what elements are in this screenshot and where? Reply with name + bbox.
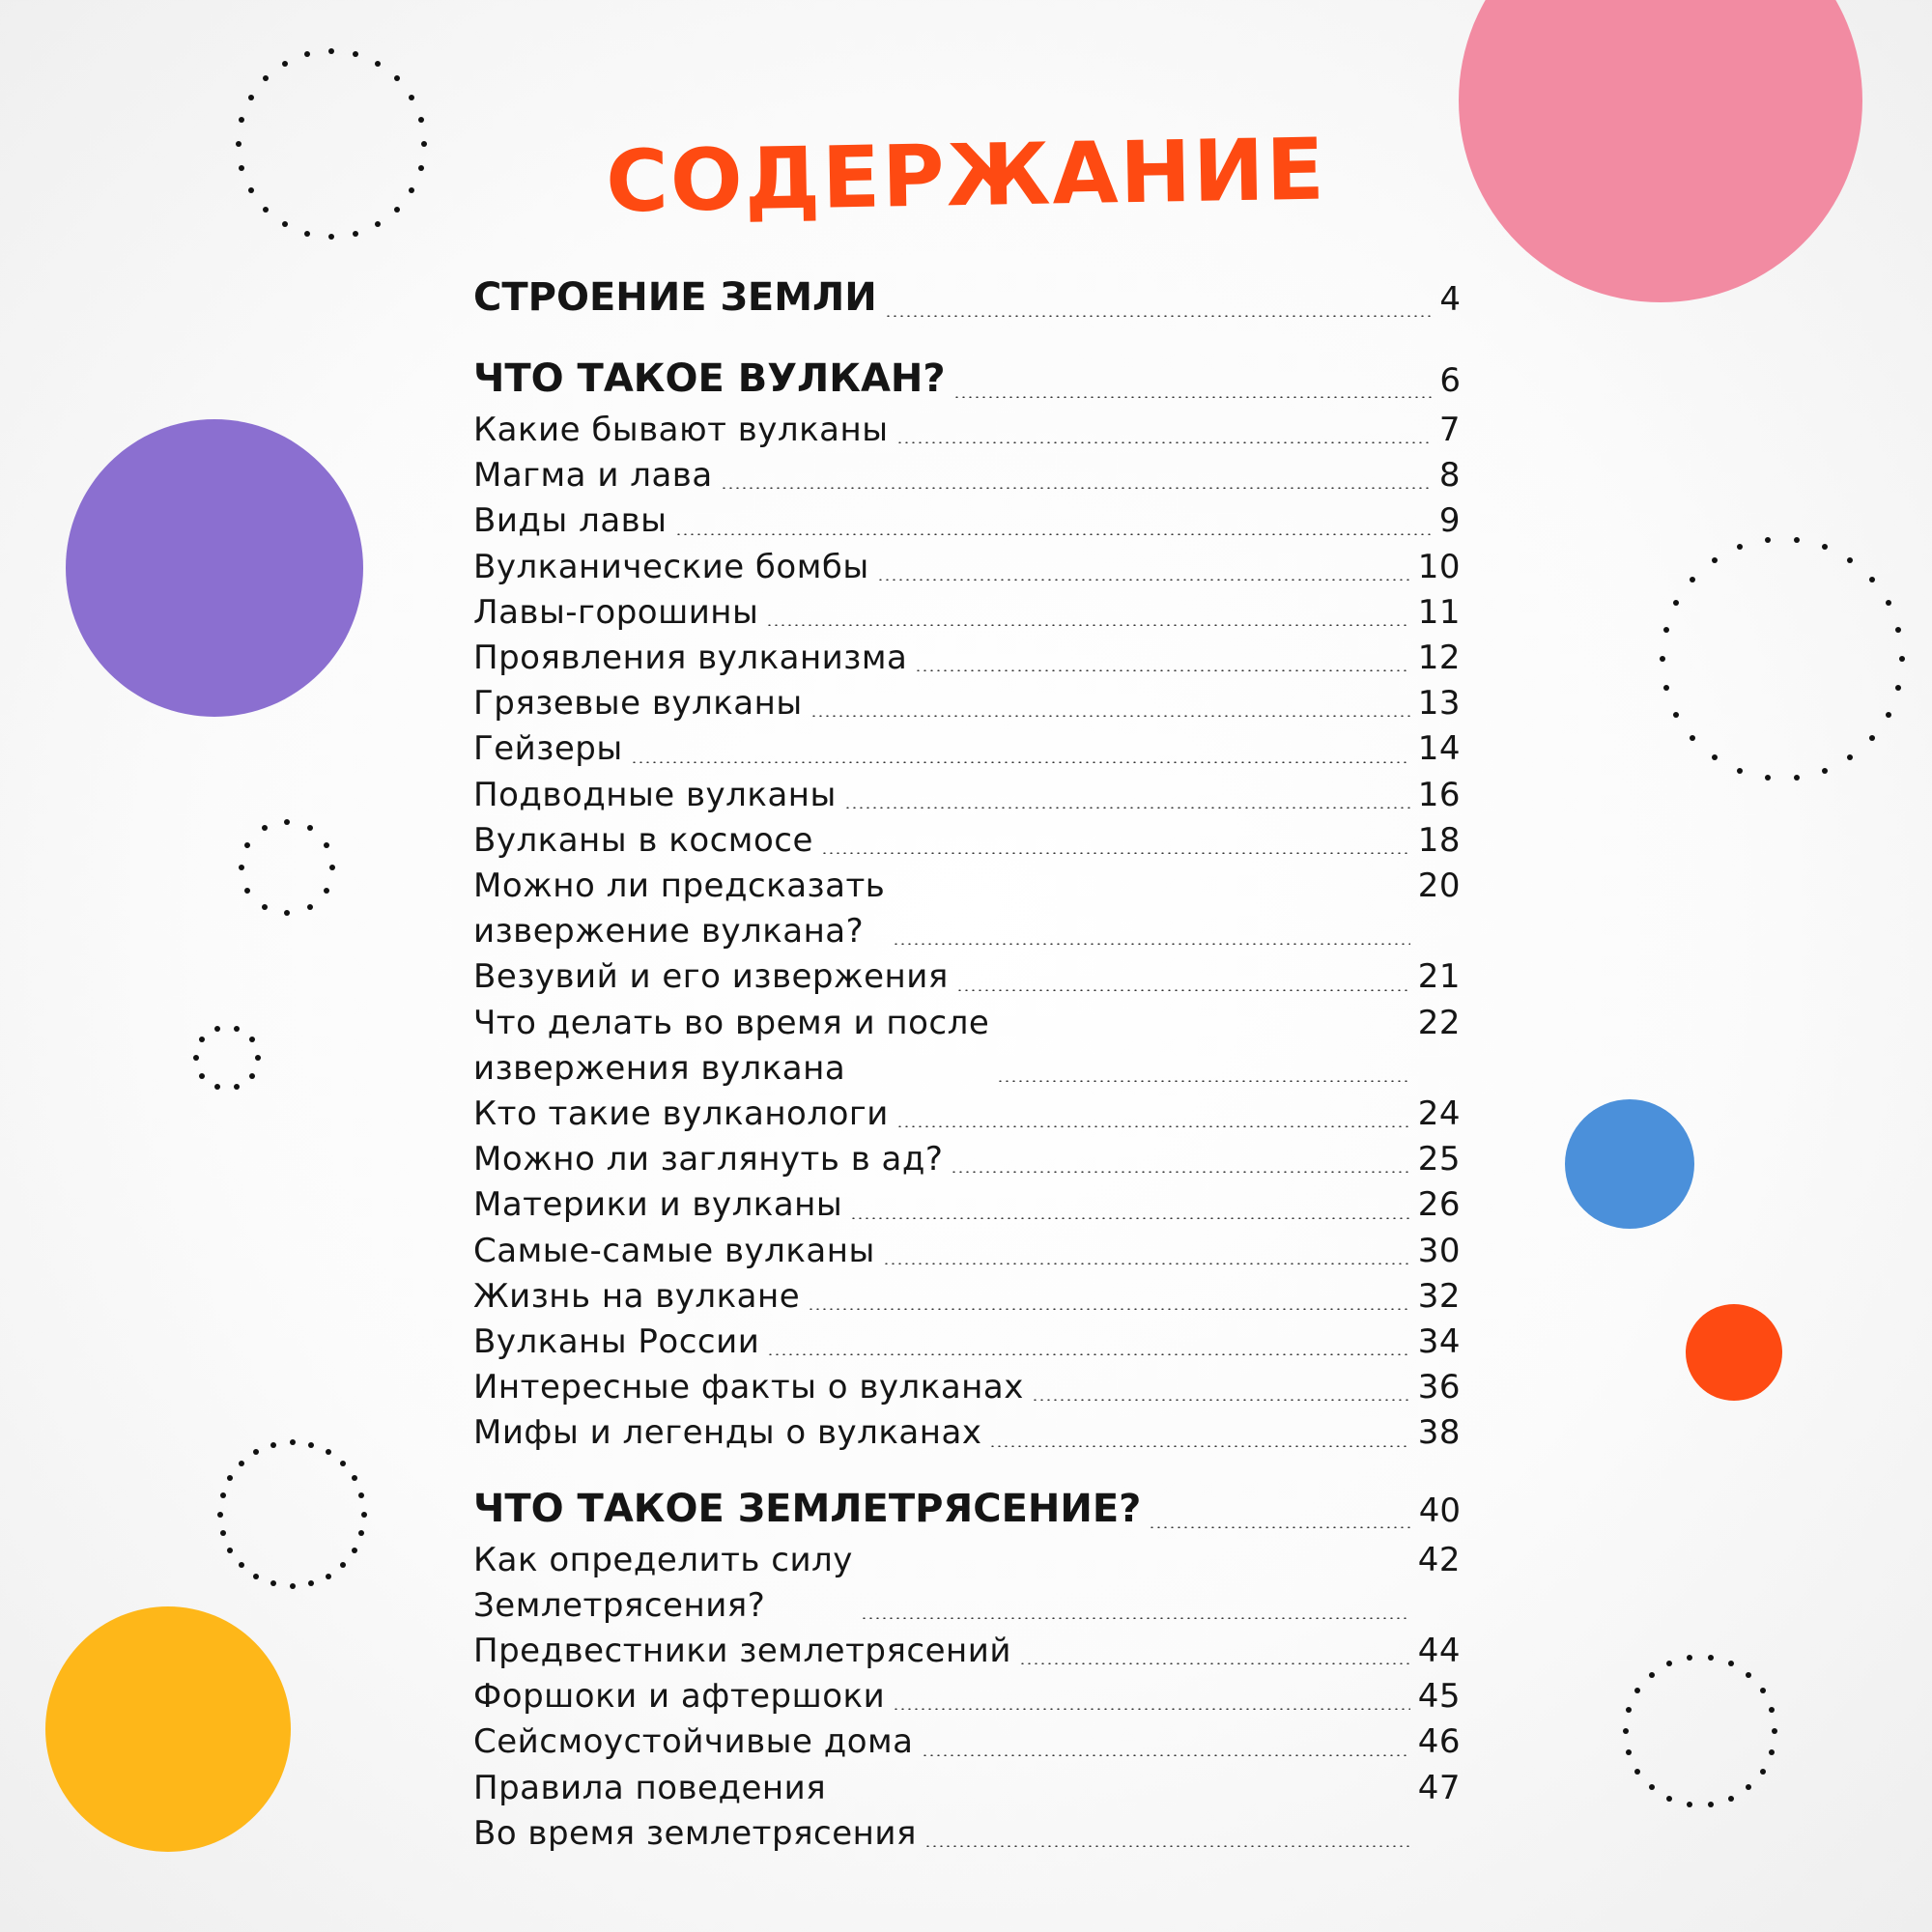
ring-dot [1687,1802,1692,1807]
ring-dot [1708,1802,1714,1807]
toc-page-number: 13 [1417,684,1461,724]
red-circle [1686,1304,1782,1401]
ring-dot [1737,768,1743,774]
ring-dot [1737,544,1743,550]
ring-dot [270,1442,276,1448]
dot-leader [997,1080,1409,1082]
toc-entry [473,1137,1461,1182]
toc-entry-label: ЧТО ТАКОЕ ВУЛКАН? [473,356,946,401]
ring-dot [290,1439,296,1445]
ring-dot [1886,712,1891,718]
ring-dot [358,1492,364,1498]
ring-dot [375,61,381,67]
ring-dot [1765,537,1771,543]
dot-leader [721,487,1432,489]
ring-dot [329,865,335,870]
toc-page-number: 12 [1417,639,1461,678]
toc-entry-label: Предвестники землетрясений [473,1632,1011,1671]
toc-entry-label: СТРОЕНИЕ ЗЕМЛИ [473,275,877,320]
toc-page-number: 20 [1417,867,1461,906]
ring-dot [263,75,269,81]
ring-dot [308,1580,314,1586]
toc-page-number: 11 [1417,592,1461,632]
ring-dot [326,1449,331,1455]
ring-dot [244,842,250,848]
ring-dot [1895,685,1901,691]
toc-entry-label: Можно ли предсказать извержение вулкана? [473,867,886,952]
toc-entry-label: Интересные факты о вулканах [473,1368,1024,1407]
ring-dot [253,1574,259,1579]
toc-page-number: 46 [1417,1722,1461,1762]
dot-leader [883,1263,1410,1264]
dot-leader [810,715,1410,717]
ring-dot [1760,1769,1766,1775]
ring-dot [1746,1784,1751,1790]
toc-entry-label: Можно ли заглянуть в ад? [473,1140,944,1179]
ring-dot [409,95,414,100]
toc-entry [473,681,1461,726]
dot-leader [821,852,1410,854]
ring-dot [1634,1769,1640,1775]
toc-page-number: 42 [1417,1540,1461,1579]
toc-page-number: 24 [1417,1094,1461,1134]
ring-dot [394,75,400,81]
ring-dot [1660,656,1665,662]
toc-section-heading [473,352,1461,408]
ring-dot [1769,1707,1775,1713]
ring-dot [358,1530,364,1536]
toc-entry-label: Правила поведения Во время землетрясения [473,1768,917,1853]
toc-entry-label: Сейсмоустойчивые дома [473,1722,914,1762]
toc-entry [473,818,1461,864]
ring-dot [262,825,268,831]
ring-dot [1895,627,1901,633]
toc-entry-label: Везувий и его извержения [473,957,949,997]
ring-dot [1869,577,1875,582]
toc-entry [473,1766,1461,1857]
toc-page-number: 45 [1417,1677,1461,1717]
ring-dot [418,117,424,123]
ring-dot [290,1583,296,1589]
dot-leader [956,989,1410,991]
ring-dot [361,1512,367,1518]
ring-dot [340,1461,346,1466]
ring-dot [352,1548,357,1553]
toc-page-number: 22 [1417,1003,1461,1042]
toc-page-number: 9 [1438,501,1461,541]
toc-page-number: 26 [1417,1185,1461,1225]
toc-page-number: 40 [1418,1491,1461,1530]
ring-dot [307,825,313,831]
toc-entry-label: Самые-самые вулканы [473,1231,875,1270]
ring-dot [1712,754,1718,760]
toc-entry-label: Какие бывают вулканы [473,411,889,449]
ring-dot [1728,1661,1734,1666]
toc-entry-label: Грязевые вулканы [473,684,803,724]
ring-dot [1794,537,1800,543]
dotted-ring-right-upper [1660,536,1905,781]
dot-leader [885,315,1433,317]
toc-entry-label: Что делать во время и после извержения вулкана [473,1003,990,1088]
dot-leader [896,1125,1410,1127]
dot-leader [896,441,1432,443]
ring-dot [214,1084,220,1090]
toc-entry [473,1001,1461,1092]
ring-dot [352,1475,357,1481]
ring-dot [1663,685,1669,691]
ring-dot [227,1548,233,1553]
toc-entry [473,1320,1461,1365]
ring-dot [1690,735,1695,741]
ring-dot [1626,1749,1632,1755]
toc-entry-label: Подводные вулканы [473,775,837,814]
toc-entry-label: Магма и лава [473,456,713,496]
toc-page-number: 38 [1417,1413,1461,1453]
toc-entry [473,1719,1461,1765]
toc-entry-label: Мифы и легенды о вулканах [473,1413,982,1453]
ring-dot [249,1073,255,1079]
ring-dot [193,1055,199,1061]
toc-entry-label: Проявления вулканизма [473,639,908,678]
ring-dot [249,1037,255,1042]
dotted-ring-left-lower [217,1439,367,1589]
blue-circle [1565,1099,1694,1229]
ring-dot [1769,1749,1775,1755]
dotted-ring-left-tiny [193,1024,261,1092]
ring-dot [304,51,310,57]
ring-dot [1794,775,1800,781]
toc-entry [473,1365,1461,1410]
toc-page-number: 4 [1439,280,1461,319]
dot-leader [861,1617,1410,1619]
ring-dot [1760,1688,1766,1693]
toc-page-number: 34 [1417,1322,1461,1362]
dotted-ring-left-small [239,819,335,916]
ring-dot [239,865,244,870]
toc-page-number: 6 [1439,361,1461,400]
toc-entry-label: Форшоки и афтершоки [473,1677,886,1717]
dot-leader [893,943,1409,945]
toc-page-number: 32 [1417,1276,1461,1316]
ring-dot [1663,627,1669,633]
toc-entry-label: Вулканы в космосе [473,820,813,860]
ring-dot [199,1073,205,1079]
ring-dot [307,904,313,910]
toc-page-number: 47 [1417,1768,1461,1807]
toc-entry [473,726,1461,772]
ring-dot [255,1055,261,1061]
toc-section-heading [473,1482,1461,1538]
toc-entry [473,1229,1461,1274]
toc-entry [473,408,1461,453]
ring-dot [328,48,334,54]
toc-entry [473,453,1461,498]
ring-dot [1822,768,1828,774]
table-of-contents [473,270,1461,1857]
toc-page-number: 10 [1417,547,1461,586]
dot-leader [675,533,1432,535]
ring-dot [220,1530,226,1536]
toc-entry [473,590,1461,636]
toc-entry [473,1274,1461,1320]
ring-dot [234,1084,240,1090]
ring-dot [239,1461,244,1466]
ring-dot [353,51,358,57]
toc-entry-label: Гейзеры [473,729,623,769]
ring-dot [1673,712,1679,718]
ring-dot [270,1580,276,1586]
toc-entry [473,1092,1461,1137]
dotted-ring-right-lower [1623,1654,1777,1808]
ring-dot [1708,1655,1714,1661]
toc-page-number: 14 [1417,729,1461,769]
toc-entry-label: Как определить силу Землетрясения? [473,1540,853,1625]
ring-dot [1765,775,1771,781]
toc-page-number: 44 [1417,1632,1461,1671]
ring-dot [1712,557,1718,563]
dot-leader [844,807,1410,809]
toc-entry-label: Материки и вулканы [473,1185,843,1225]
toc-page-number: 21 [1417,957,1461,997]
ring-dot [248,95,254,100]
ring-dot [284,819,290,825]
toc-entry [473,1182,1461,1228]
toc-page-number: 36 [1417,1368,1461,1407]
ring-dot [1649,1784,1655,1790]
toc-entry [473,773,1461,818]
toc-entry [473,1629,1461,1674]
ring-dot [244,888,250,894]
toc-entry [473,498,1461,544]
toc-page-number: 25 [1417,1140,1461,1179]
dot-leader [951,1171,1409,1173]
ring-dot [1847,754,1853,760]
dot-leader [767,1353,1409,1355]
dot-leader [850,1217,1409,1219]
ring-dot [1772,1728,1777,1734]
toc-entry-label: Жизнь на вулкане [473,1276,801,1316]
ring-dot [1649,1672,1655,1678]
dot-leader [766,624,1409,626]
ring-dot [308,1442,314,1448]
toc-entry-label: ЧТО ТАКОЕ ЗЕМЛЕТРЯСЕНИЕ? [473,1486,1142,1531]
ring-dot [284,910,290,916]
ring-dot [326,1574,331,1579]
dot-leader [1019,1662,1410,1664]
toc-page-number: 16 [1417,775,1461,814]
ring-dot [1634,1688,1640,1693]
ring-dot [1746,1672,1751,1678]
ring-dot [1822,544,1828,550]
ring-dot [324,842,329,848]
toc-entry [473,954,1461,1000]
ring-dot [1666,1661,1672,1666]
ring-dot [227,1475,233,1481]
dot-leader [924,1845,1410,1847]
toc-entry [473,1674,1461,1719]
ring-dot [220,1492,226,1498]
purple-circle [66,419,363,717]
toc-entry [473,545,1461,590]
toc-entry [473,864,1461,954]
dot-leader [1149,1526,1410,1528]
ring-dot [199,1037,205,1042]
toc-entry [473,1410,1461,1456]
toc-page-number: 30 [1417,1231,1461,1270]
ring-dot [262,904,268,910]
toc-page-number: 8 [1438,456,1461,496]
ring-dot [234,1026,240,1032]
dot-leader [877,579,1410,581]
ring-dot [1673,600,1679,606]
toc-entry-label: Вулканические бомбы [473,547,869,586]
ring-dot [1899,656,1905,662]
toc-page-number: 18 [1417,820,1461,860]
toc-entry [473,636,1461,681]
yellow-circle [45,1606,291,1852]
ring-dot [324,888,329,894]
page-title: СОДЕРЖАНИЕ [605,119,1327,232]
ring-dot [1690,577,1695,582]
ring-dot [239,117,244,123]
dot-leader [953,396,1433,398]
dot-leader [893,1708,1410,1710]
ring-dot [217,1512,223,1518]
dot-leader [922,1754,1410,1756]
ring-dot [1666,1796,1672,1802]
ring-dot [253,1449,259,1455]
ring-dot [1626,1707,1632,1713]
dot-leader [631,761,1410,763]
ring-dot [1847,557,1853,563]
dot-leader [915,669,1409,671]
toc-section-heading [473,270,1461,327]
ring-dot [1728,1796,1734,1802]
ring-dot [282,61,288,67]
ring-dot [1869,735,1875,741]
dot-leader [1032,1399,1410,1401]
dot-leader [989,1445,1409,1447]
dot-leader [808,1308,1410,1310]
ring-dot [214,1026,220,1032]
ring-dot [1687,1655,1692,1661]
toc-entry-label: Кто такие вулканологи [473,1094,889,1134]
ring-dot [1623,1728,1629,1734]
toc-entry [473,1538,1461,1629]
ring-dot [239,1562,244,1568]
toc-entry-label: Вулканы России [473,1322,760,1362]
toc-page-number: 7 [1438,411,1461,449]
ring-dot [1886,600,1891,606]
toc-entry-label: Лавы-горошины [473,592,759,632]
toc-entry-label: Виды лавы [473,501,668,541]
ring-dot [340,1562,346,1568]
